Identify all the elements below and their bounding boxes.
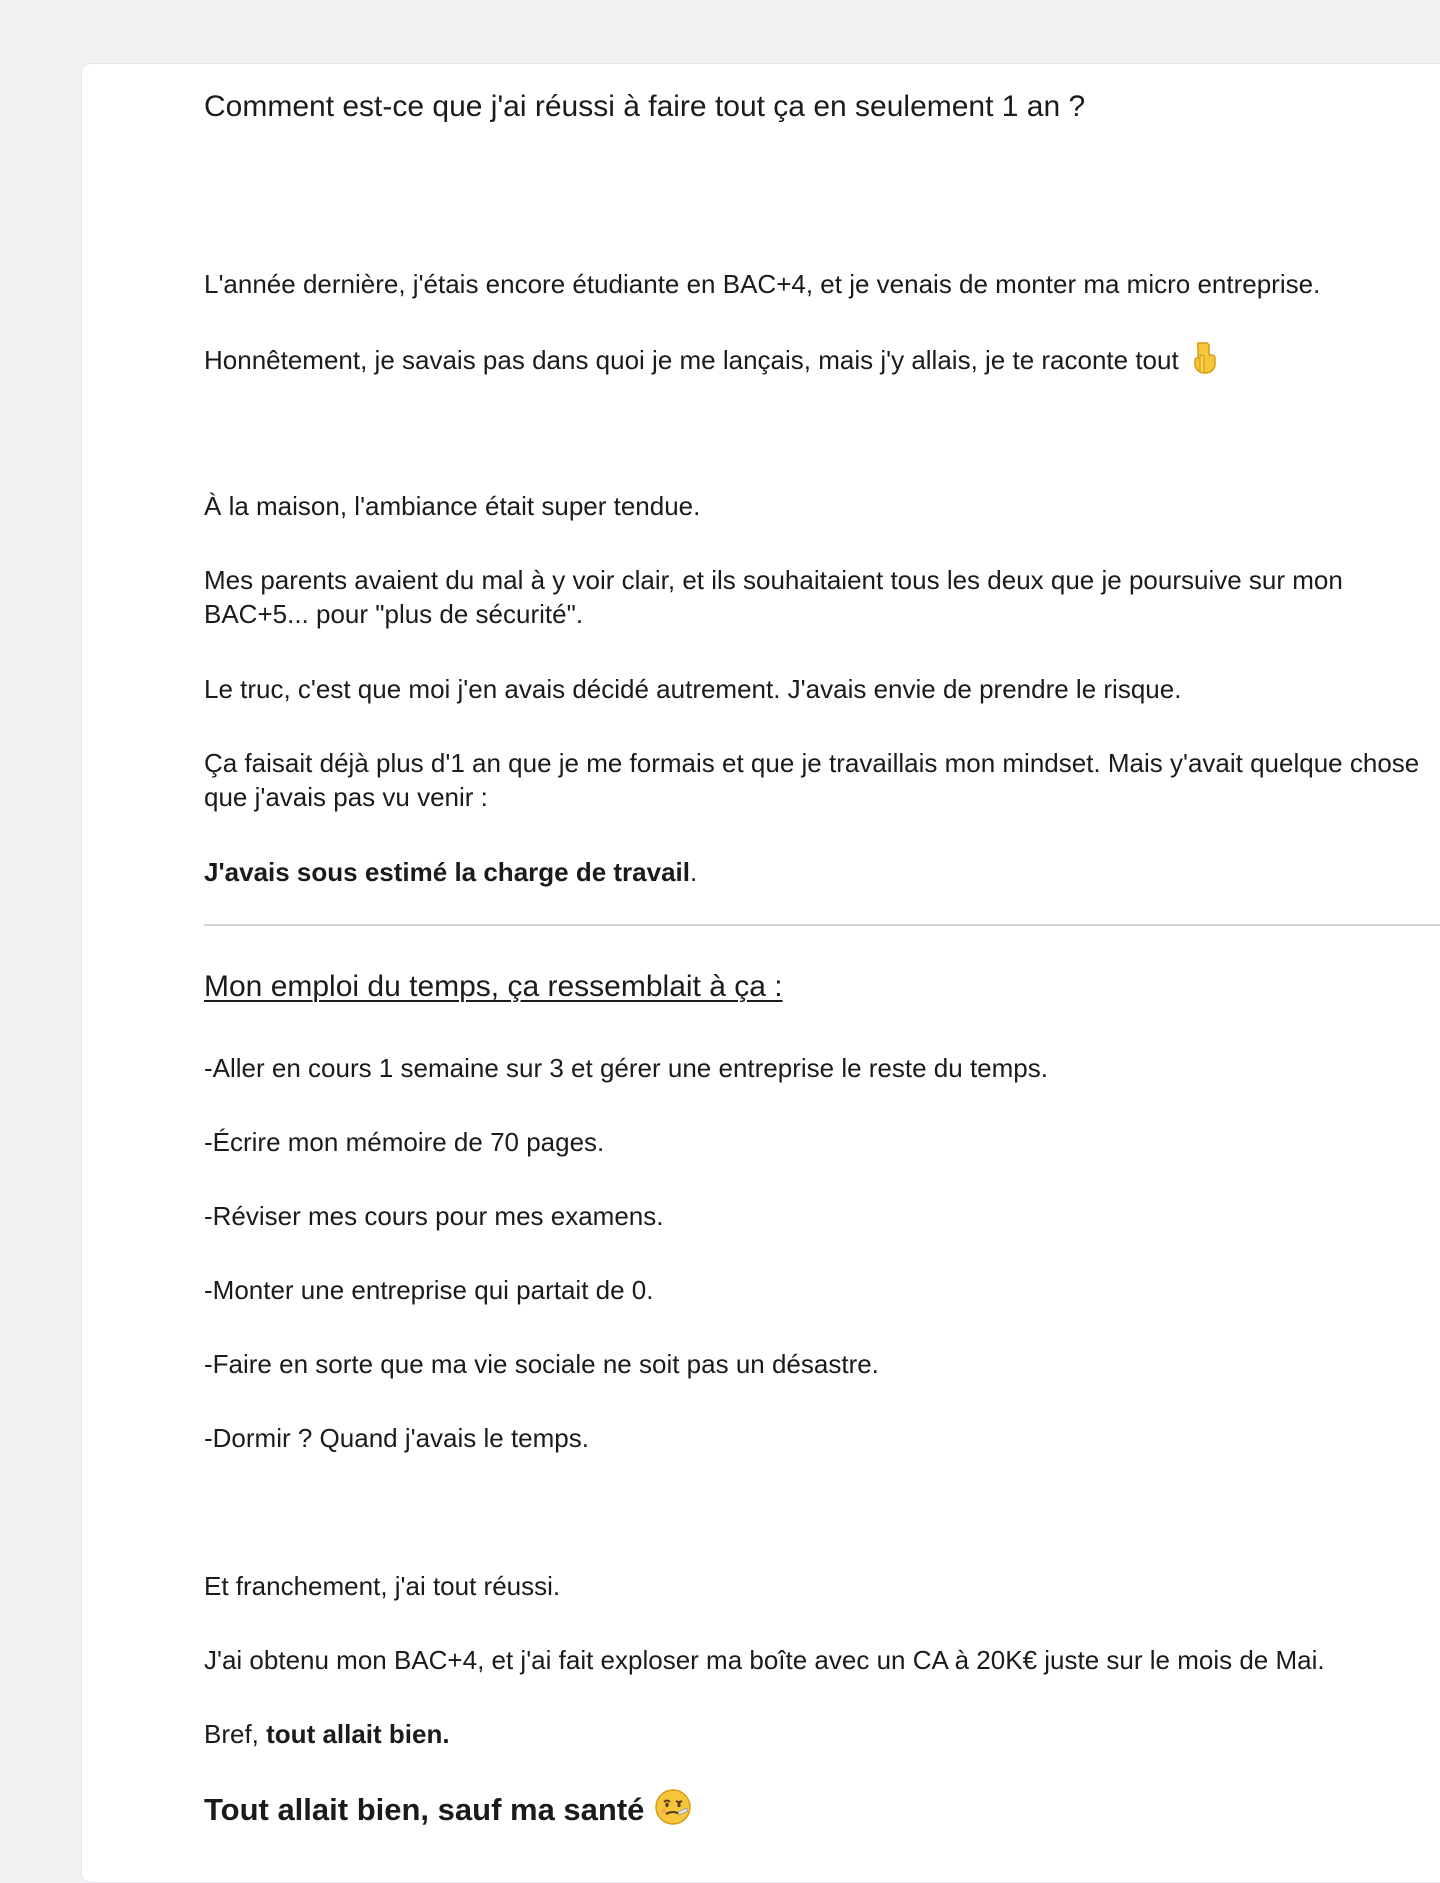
story-paragraph-5-tail: . bbox=[690, 857, 698, 887]
intro-paragraph-2-text: Honnêtement, je savais pas dans quoi je me lançais, mais j'y allais, je te raconte tout bbox=[204, 344, 1179, 375]
schedule-item: -Écrire mon mémoire de 70 pages. bbox=[204, 1127, 605, 1157]
schedule-item: -Monter une entreprise qui partait de 0. bbox=[204, 1275, 654, 1305]
post-title: Comment est-ce que j'ai réussi à faire tout ça en seulement 1 an ? bbox=[204, 90, 1086, 123]
health-heading-text: Tout allait bien, sauf ma santé bbox=[204, 1792, 645, 1828]
story-paragraph-1: À la maison, l'ambiance était super tendue. bbox=[204, 491, 701, 521]
schedule-item: -Dormir ? Quand j'avais le temps. bbox=[204, 1423, 589, 1453]
story-paragraph-5 bbox=[204, 855, 697, 889]
post-card bbox=[81, 63, 1440, 1883]
outcome-paragraph-1: Et franchement, j'ai tout réussi. bbox=[204, 1571, 561, 1601]
story-paragraph-2: Mes parents avaient du mal à y voir clair, et ils souhaitaient tous les deux que je poursuive sur mon BAC+5... pour "plus de sécurité". bbox=[204, 565, 1343, 629]
schedule-item: -Faire en sorte que ma vie sociale ne soit pas un désastre. bbox=[204, 1349, 879, 1379]
schedule-item: -Aller en cours 1 semaine sur 3 et gérer une entreprise le reste du temps. bbox=[204, 1053, 1048, 1083]
story-paragraph-3: Le truc, c'est que moi j'en avais décidé autrement. J'avais envie de prendre le risque. bbox=[204, 674, 1182, 704]
all-good-emphasis: tout allait bien. bbox=[266, 1719, 450, 1749]
workload-emphasis: J'avais sous estimé la charge de travail bbox=[204, 857, 691, 887]
outcome-paragraph-3-prefix: Bref, bbox=[204, 1719, 267, 1749]
sick-face-icon bbox=[654, 1788, 692, 1836]
intro-paragraph-1: L'année dernière, j'étais encore étudiante en BAC+4, et je venais de monter ma micro entreprise. bbox=[204, 269, 1321, 299]
schedule-heading: Mon emploi du temps, ça ressemblait à ça : bbox=[204, 970, 783, 1003]
outcome-paragraph-2: J'ai obtenu mon BAC+4, et j'ai fait exploser ma boîte avec un CA à 20K€ juste sur le mois de Mai. bbox=[204, 1645, 1325, 1675]
story-paragraph-4: Ça faisait déjà plus d'1 an que je me formais et que je travaillais mon mindset. Mais y'avait quelque chose que j'avais pas vu venir : bbox=[204, 748, 1420, 812]
pointing-down-hand-icon bbox=[1189, 341, 1219, 383]
health-heading bbox=[204, 1788, 692, 1836]
section-divider bbox=[204, 924, 1440, 926]
schedule-item: -Réviser mes cours pour mes examens. bbox=[204, 1201, 664, 1231]
intro-paragraph-2 bbox=[204, 341, 1219, 383]
outcome-paragraph-3 bbox=[204, 1717, 450, 1751]
